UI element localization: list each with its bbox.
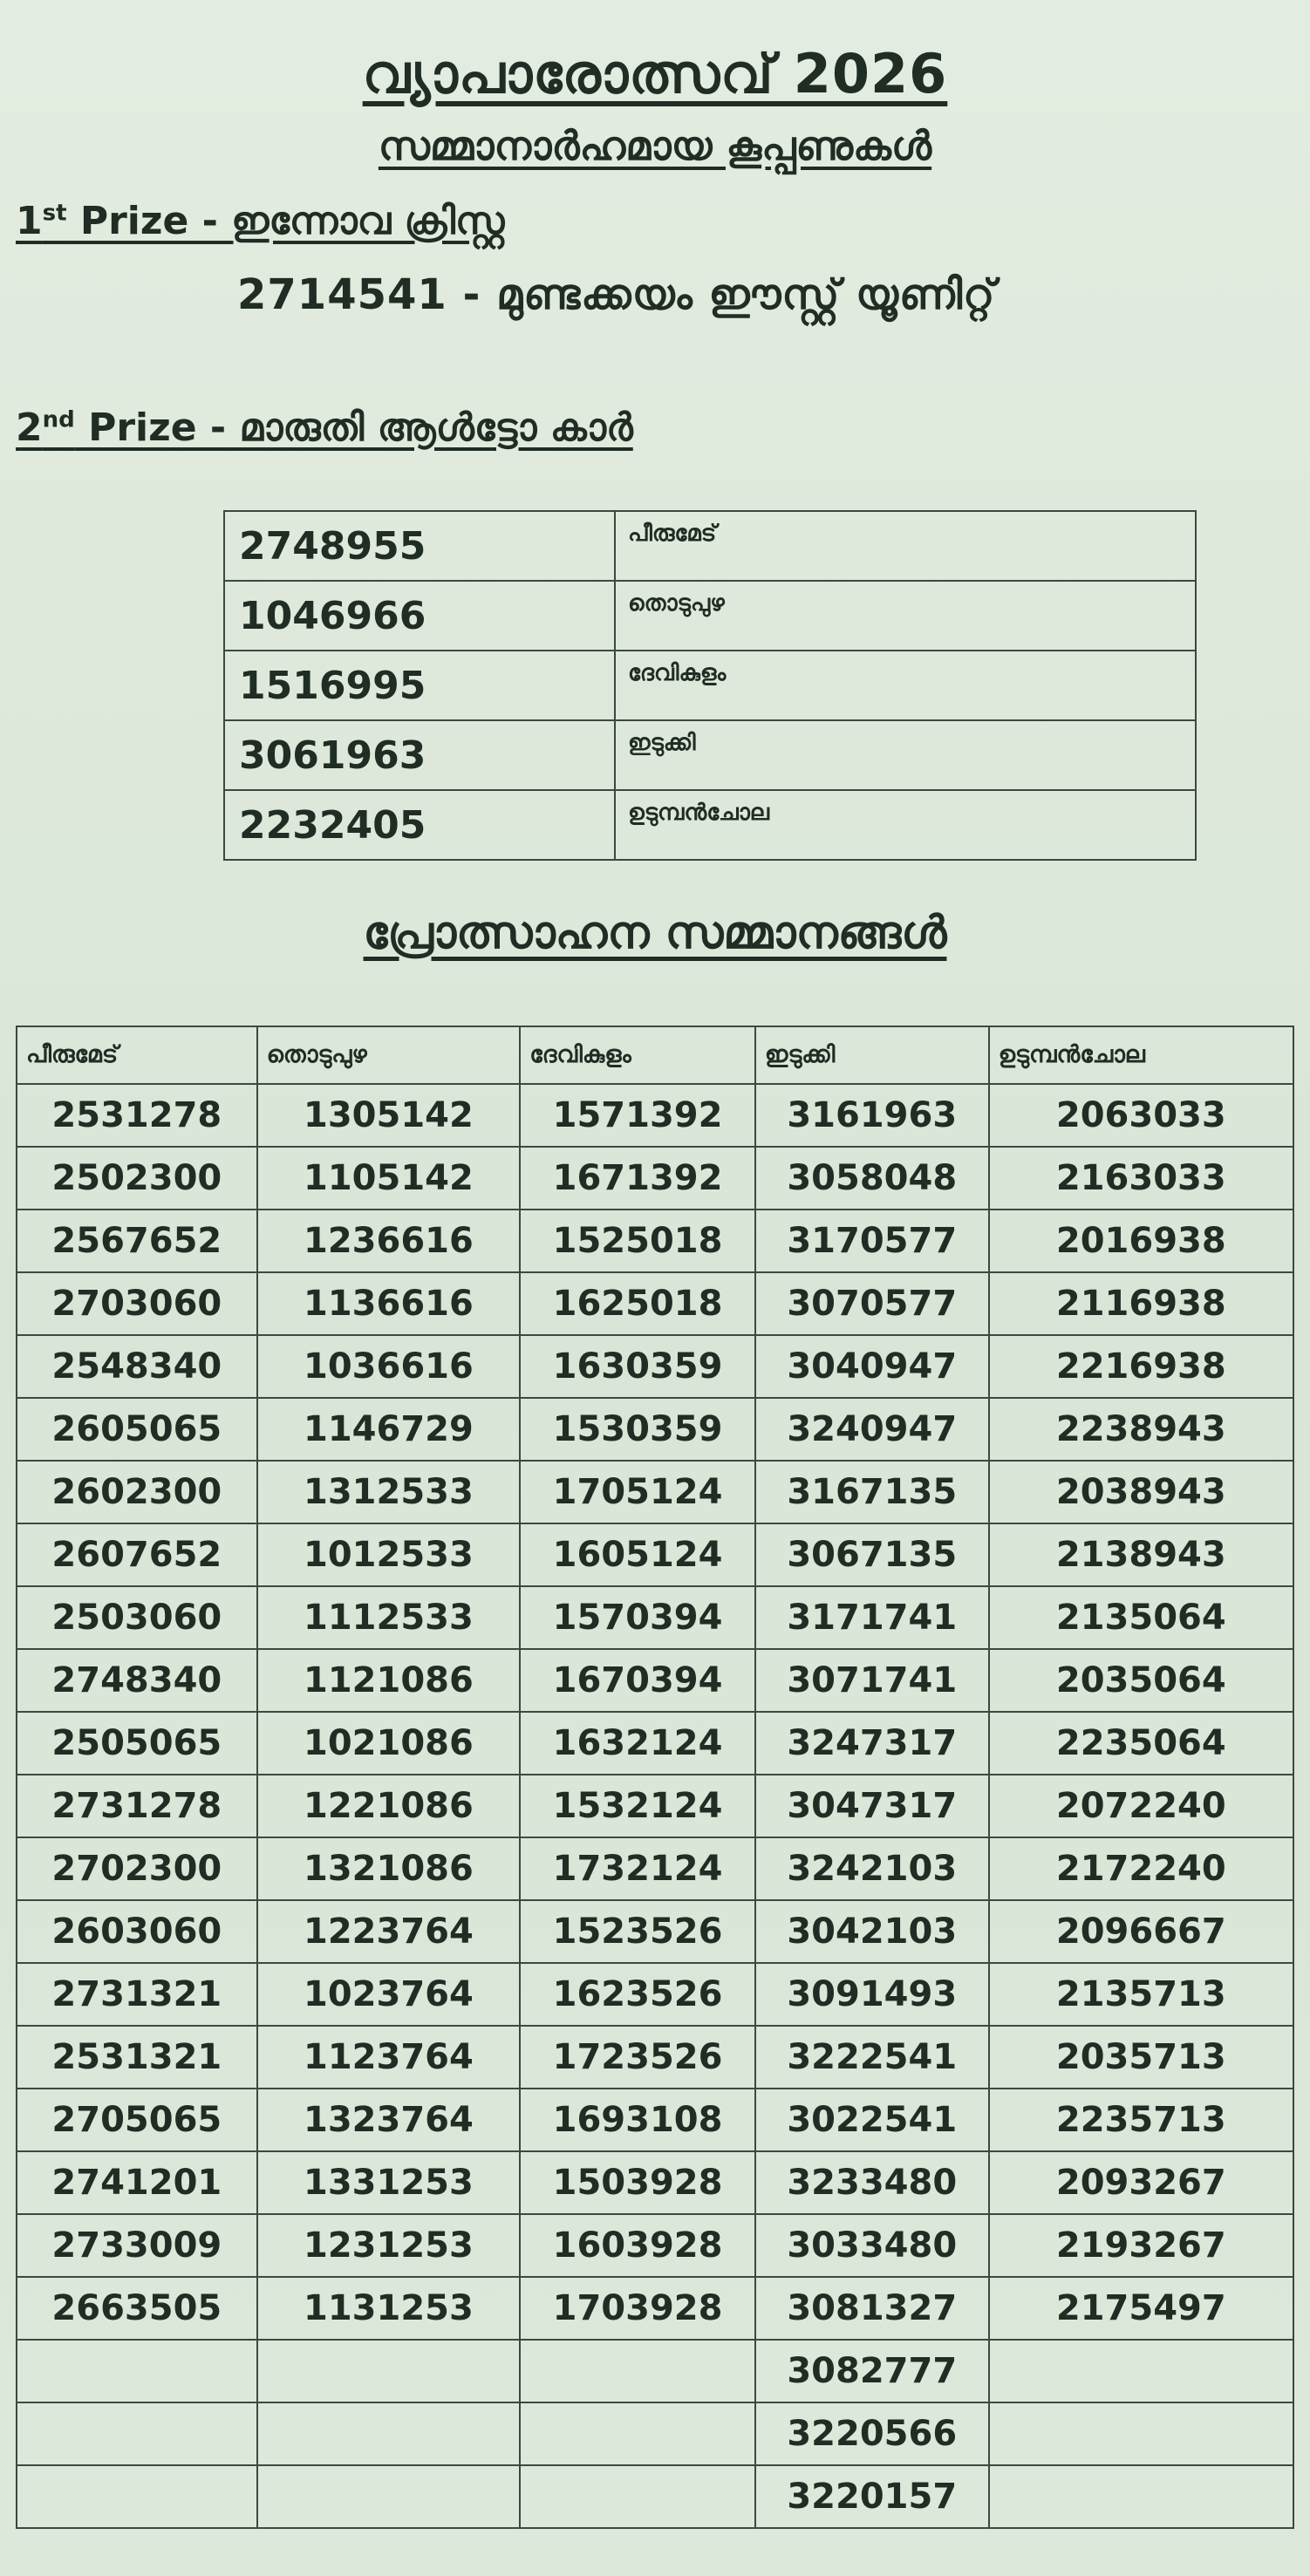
unit-name: തൊടുപുഴ <box>615 581 1196 651</box>
coupon-cell: 1670394 <box>520 1649 755 1712</box>
coupon-cell: 3071741 <box>755 1649 989 1712</box>
second-prize-row <box>224 651 1196 720</box>
coupon-cell: 3081327 <box>755 2277 989 2340</box>
coupon-cell: 1305142 <box>257 1084 521 1147</box>
table-row <box>17 1461 1293 1523</box>
coupon-cell: 1570394 <box>520 1586 755 1649</box>
coupon-cell: 1625018 <box>520 1272 755 1335</box>
coupon-cell: 2035064 <box>989 1649 1293 1712</box>
coupon-cell: 2035713 <box>989 2026 1293 2089</box>
second-prize-row <box>224 511 1196 581</box>
table-row <box>17 1649 1293 1712</box>
coupon-cell: 1136616 <box>257 1272 521 1335</box>
table-row <box>17 1523 1293 1586</box>
column-header: ദേവികുളം <box>520 1026 755 1084</box>
coupon-cell: 1705124 <box>520 1461 755 1523</box>
coupon-cell: 2505065 <box>17 1712 257 1775</box>
coupon-cell: 2235064 <box>989 1712 1293 1775</box>
coupon-cell: 2607652 <box>17 1523 257 1586</box>
coupon-cell: 1021086 <box>257 1712 521 1775</box>
coupon-cell: 1732124 <box>520 1837 755 1900</box>
coupon-number: 1046966 <box>224 581 615 651</box>
coupon-cell: 1630359 <box>520 1335 755 1398</box>
coupon-number: 3061963 <box>224 720 615 790</box>
page-subtitle: സമ്മാനാർഹമായ കൂപ്പണുകൾ <box>378 122 932 169</box>
coupon-cell: 1523526 <box>520 1900 755 1963</box>
coupon-number: 2232405 <box>224 790 615 860</box>
coupon-cell: 1503928 <box>520 2151 755 2214</box>
column-header: പീരുമേട് <box>17 1026 257 1084</box>
coupon-cell: 1703928 <box>520 2277 755 2340</box>
coupon-cell: 1525018 <box>520 1210 755 1272</box>
table-row <box>17 2214 1293 2277</box>
unit-name: പീരുമേട് <box>615 511 1196 581</box>
coupon-cell: 1112533 <box>257 1586 521 1649</box>
coupon-cell: 3070577 <box>755 1272 989 1335</box>
consolation-title: പ്രോത്സാഹന സമ്മാനങ്ങൾ <box>363 907 947 959</box>
coupon-cell: 2135713 <box>989 1963 1293 2026</box>
coupon-cell: 2172240 <box>989 1837 1293 1900</box>
column-header: തൊടുപുഴ <box>257 1026 521 1084</box>
coupon-cell: 3240947 <box>755 1398 989 1461</box>
coupon-cell: 2163033 <box>989 1147 1293 1210</box>
coupon-cell: 2138943 <box>989 1523 1293 1586</box>
coupon-number: 1516995 <box>224 651 615 720</box>
second-prize-ordinal-suffix: nd <box>42 406 75 433</box>
consolation-table <box>16 1026 1294 2529</box>
table-row <box>17 1712 1293 1775</box>
coupon-cell: 2567652 <box>17 1210 257 1272</box>
unit-name: ദേവികുളം <box>615 651 1196 720</box>
coupon-cell: 1131253 <box>257 2277 521 2340</box>
coupon-cell: 2605065 <box>17 1398 257 1461</box>
second-prize-label: Prize - മാരുതി ആൾട്ടോ കാർ <box>74 405 633 450</box>
coupon-cell: 3170577 <box>755 1210 989 1272</box>
coupon-cell: 1331253 <box>257 2151 521 2214</box>
coupon-cell: 2731278 <box>17 1775 257 1837</box>
column-header: ഉടുമ്പൻചോല <box>989 1026 1293 1084</box>
coupon-cell <box>989 2402 1293 2465</box>
coupon-cell: 2705065 <box>17 2089 257 2151</box>
table-row <box>17 2026 1293 2089</box>
coupon-cell: 1036616 <box>257 1335 521 1398</box>
table-row <box>17 1900 1293 1963</box>
coupon-cell: 1571392 <box>520 1084 755 1147</box>
coupon-cell: 2216938 <box>989 1335 1293 1398</box>
coupon-cell <box>257 2340 521 2402</box>
coupon-cell: 3220157 <box>755 2465 989 2528</box>
table-row <box>17 2402 1293 2465</box>
second-prize-row <box>224 720 1196 790</box>
coupon-cell: 1231253 <box>257 2214 521 2277</box>
coupon-cell: 1723526 <box>520 2026 755 2089</box>
coupon-cell: 1221086 <box>257 1775 521 1837</box>
coupon-cell <box>989 2465 1293 2528</box>
second-prize-row <box>224 581 1196 651</box>
coupon-cell: 1603928 <box>520 2214 755 2277</box>
coupon-cell <box>520 2465 755 2528</box>
coupon-cell <box>17 2402 257 2465</box>
second-prize-row <box>224 790 1196 860</box>
coupon-cell <box>17 2340 257 2402</box>
coupon-cell: 2175497 <box>989 2277 1293 2340</box>
coupon-cell: 3042103 <box>755 1900 989 1963</box>
coupon-cell: 3047317 <box>755 1775 989 1837</box>
coupon-cell: 3091493 <box>755 1963 989 2026</box>
table-row <box>17 2151 1293 2214</box>
coupon-cell: 1623526 <box>520 1963 755 2026</box>
coupon-cell: 2703060 <box>17 1272 257 1335</box>
column-header: ഇടുക്കി <box>755 1026 989 1084</box>
coupon-number: 2748955 <box>224 511 615 581</box>
second-prize-heading <box>16 405 633 450</box>
coupon-cell: 2733009 <box>17 2214 257 2277</box>
page-title: വ്യാപാരോത്സവ് 2026 <box>362 42 948 106</box>
coupon-cell: 1321086 <box>257 1837 521 1900</box>
table-row <box>17 2277 1293 2340</box>
coupon-cell: 1012533 <box>257 1523 521 1586</box>
table-row <box>17 1210 1293 1272</box>
coupon-cell: 1223764 <box>257 1900 521 1963</box>
coupon-cell: 1312533 <box>257 1461 521 1523</box>
coupon-cell: 2531321 <box>17 2026 257 2089</box>
coupon-cell: 3171741 <box>755 1586 989 1649</box>
coupon-cell: 1023764 <box>257 1963 521 2026</box>
table-row <box>17 1775 1293 1837</box>
first-prize-winner: 2714541 - മുണ്ടക്കയം ഈസ്റ്റ് യൂണിറ്റ് <box>237 270 996 319</box>
coupon-cell: 3247317 <box>755 1712 989 1775</box>
coupon-cell: 2193267 <box>989 2214 1293 2277</box>
table-row <box>17 1586 1293 1649</box>
first-prize-heading <box>16 199 504 243</box>
coupon-cell: 2502300 <box>17 1147 257 1210</box>
first-prize-label: Prize - ഇന്നോവ ക്രിസ്റ്റ <box>66 199 505 243</box>
coupon-cell: 2116938 <box>989 1272 1293 1335</box>
coupon-cell: 2063033 <box>989 1084 1293 1147</box>
table-row <box>17 1837 1293 1900</box>
table-row <box>17 2340 1293 2402</box>
coupon-cell: 2135064 <box>989 1586 1293 1649</box>
coupon-cell: 2531278 <box>17 1084 257 1147</box>
coupon-cell: 2602300 <box>17 1461 257 1523</box>
coupon-cell: 2731321 <box>17 1963 257 2026</box>
coupon-cell <box>520 2402 755 2465</box>
coupon-cell <box>257 2465 521 2528</box>
coupon-cell: 2663505 <box>17 2277 257 2340</box>
coupon-cell <box>989 2340 1293 2402</box>
unit-name: ഉടുമ്പൻചോല <box>615 790 1196 860</box>
table-row <box>17 1147 1293 1210</box>
coupon-cell: 1605124 <box>520 1523 755 1586</box>
coupon-cell: 2093267 <box>989 2151 1293 2214</box>
consolation-header-row <box>17 1026 1293 1084</box>
coupon-cell: 3167135 <box>755 1461 989 1523</box>
coupon-cell: 1236616 <box>257 1210 521 1272</box>
coupon-cell: 1123764 <box>257 2026 521 2089</box>
table-row <box>17 1335 1293 1398</box>
coupon-cell: 3242103 <box>755 1837 989 1900</box>
coupon-cell <box>17 2465 257 2528</box>
coupon-cell: 1105142 <box>257 1147 521 1210</box>
coupon-cell: 2235713 <box>989 2089 1293 2151</box>
coupon-cell: 3067135 <box>755 1523 989 1586</box>
table-row <box>17 1084 1293 1147</box>
coupon-cell: 2741201 <box>17 2151 257 2214</box>
coupon-cell: 2748340 <box>17 1649 257 1712</box>
coupon-cell: 3040947 <box>755 1335 989 1398</box>
coupon-cell: 2603060 <box>17 1900 257 1963</box>
coupon-cell: 3082777 <box>755 2340 989 2402</box>
coupon-cell: 1323764 <box>257 2089 521 2151</box>
coupon-cell: 2238943 <box>989 1398 1293 1461</box>
first-prize-ordinal: 1 <box>16 199 43 243</box>
coupon-cell: 2096667 <box>989 1900 1293 1963</box>
table-row <box>17 1272 1293 1335</box>
coupon-cell: 3161963 <box>755 1084 989 1147</box>
coupon-cell: 3022541 <box>755 2089 989 2151</box>
first-prize-ordinal-suffix: st <box>42 200 67 227</box>
coupon-cell: 1671392 <box>520 1147 755 1210</box>
coupon-cell: 3220566 <box>755 2402 989 2465</box>
table-row <box>17 2465 1293 2528</box>
coupon-cell: 3233480 <box>755 2151 989 2214</box>
table-row <box>17 1398 1293 1461</box>
coupon-cell: 3058048 <box>755 1147 989 1210</box>
coupon-cell: 2503060 <box>17 1586 257 1649</box>
coupon-cell: 3033480 <box>755 2214 989 2277</box>
coupon-cell: 2702300 <box>17 1837 257 1900</box>
coupon-cell: 1693108 <box>520 2089 755 2151</box>
second-prize-ordinal: 2 <box>16 405 43 450</box>
coupon-cell: 1532124 <box>520 1775 755 1837</box>
coupon-cell: 1530359 <box>520 1398 755 1461</box>
table-row <box>17 1963 1293 2026</box>
table-row <box>17 2089 1293 2151</box>
coupon-cell: 1632124 <box>520 1712 755 1775</box>
coupon-cell: 2016938 <box>989 1210 1293 1272</box>
unit-name: ഇടുക്കി <box>615 720 1196 790</box>
coupon-cell <box>520 2340 755 2402</box>
coupon-cell: 1121086 <box>257 1649 521 1712</box>
coupon-cell: 2072240 <box>989 1775 1293 1837</box>
second-prize-table <box>223 510 1197 861</box>
coupon-cell: 2038943 <box>989 1461 1293 1523</box>
coupon-cell: 3222541 <box>755 2026 989 2089</box>
coupon-cell <box>257 2402 521 2465</box>
coupon-cell: 1146729 <box>257 1398 521 1461</box>
coupon-cell: 2548340 <box>17 1335 257 1398</box>
